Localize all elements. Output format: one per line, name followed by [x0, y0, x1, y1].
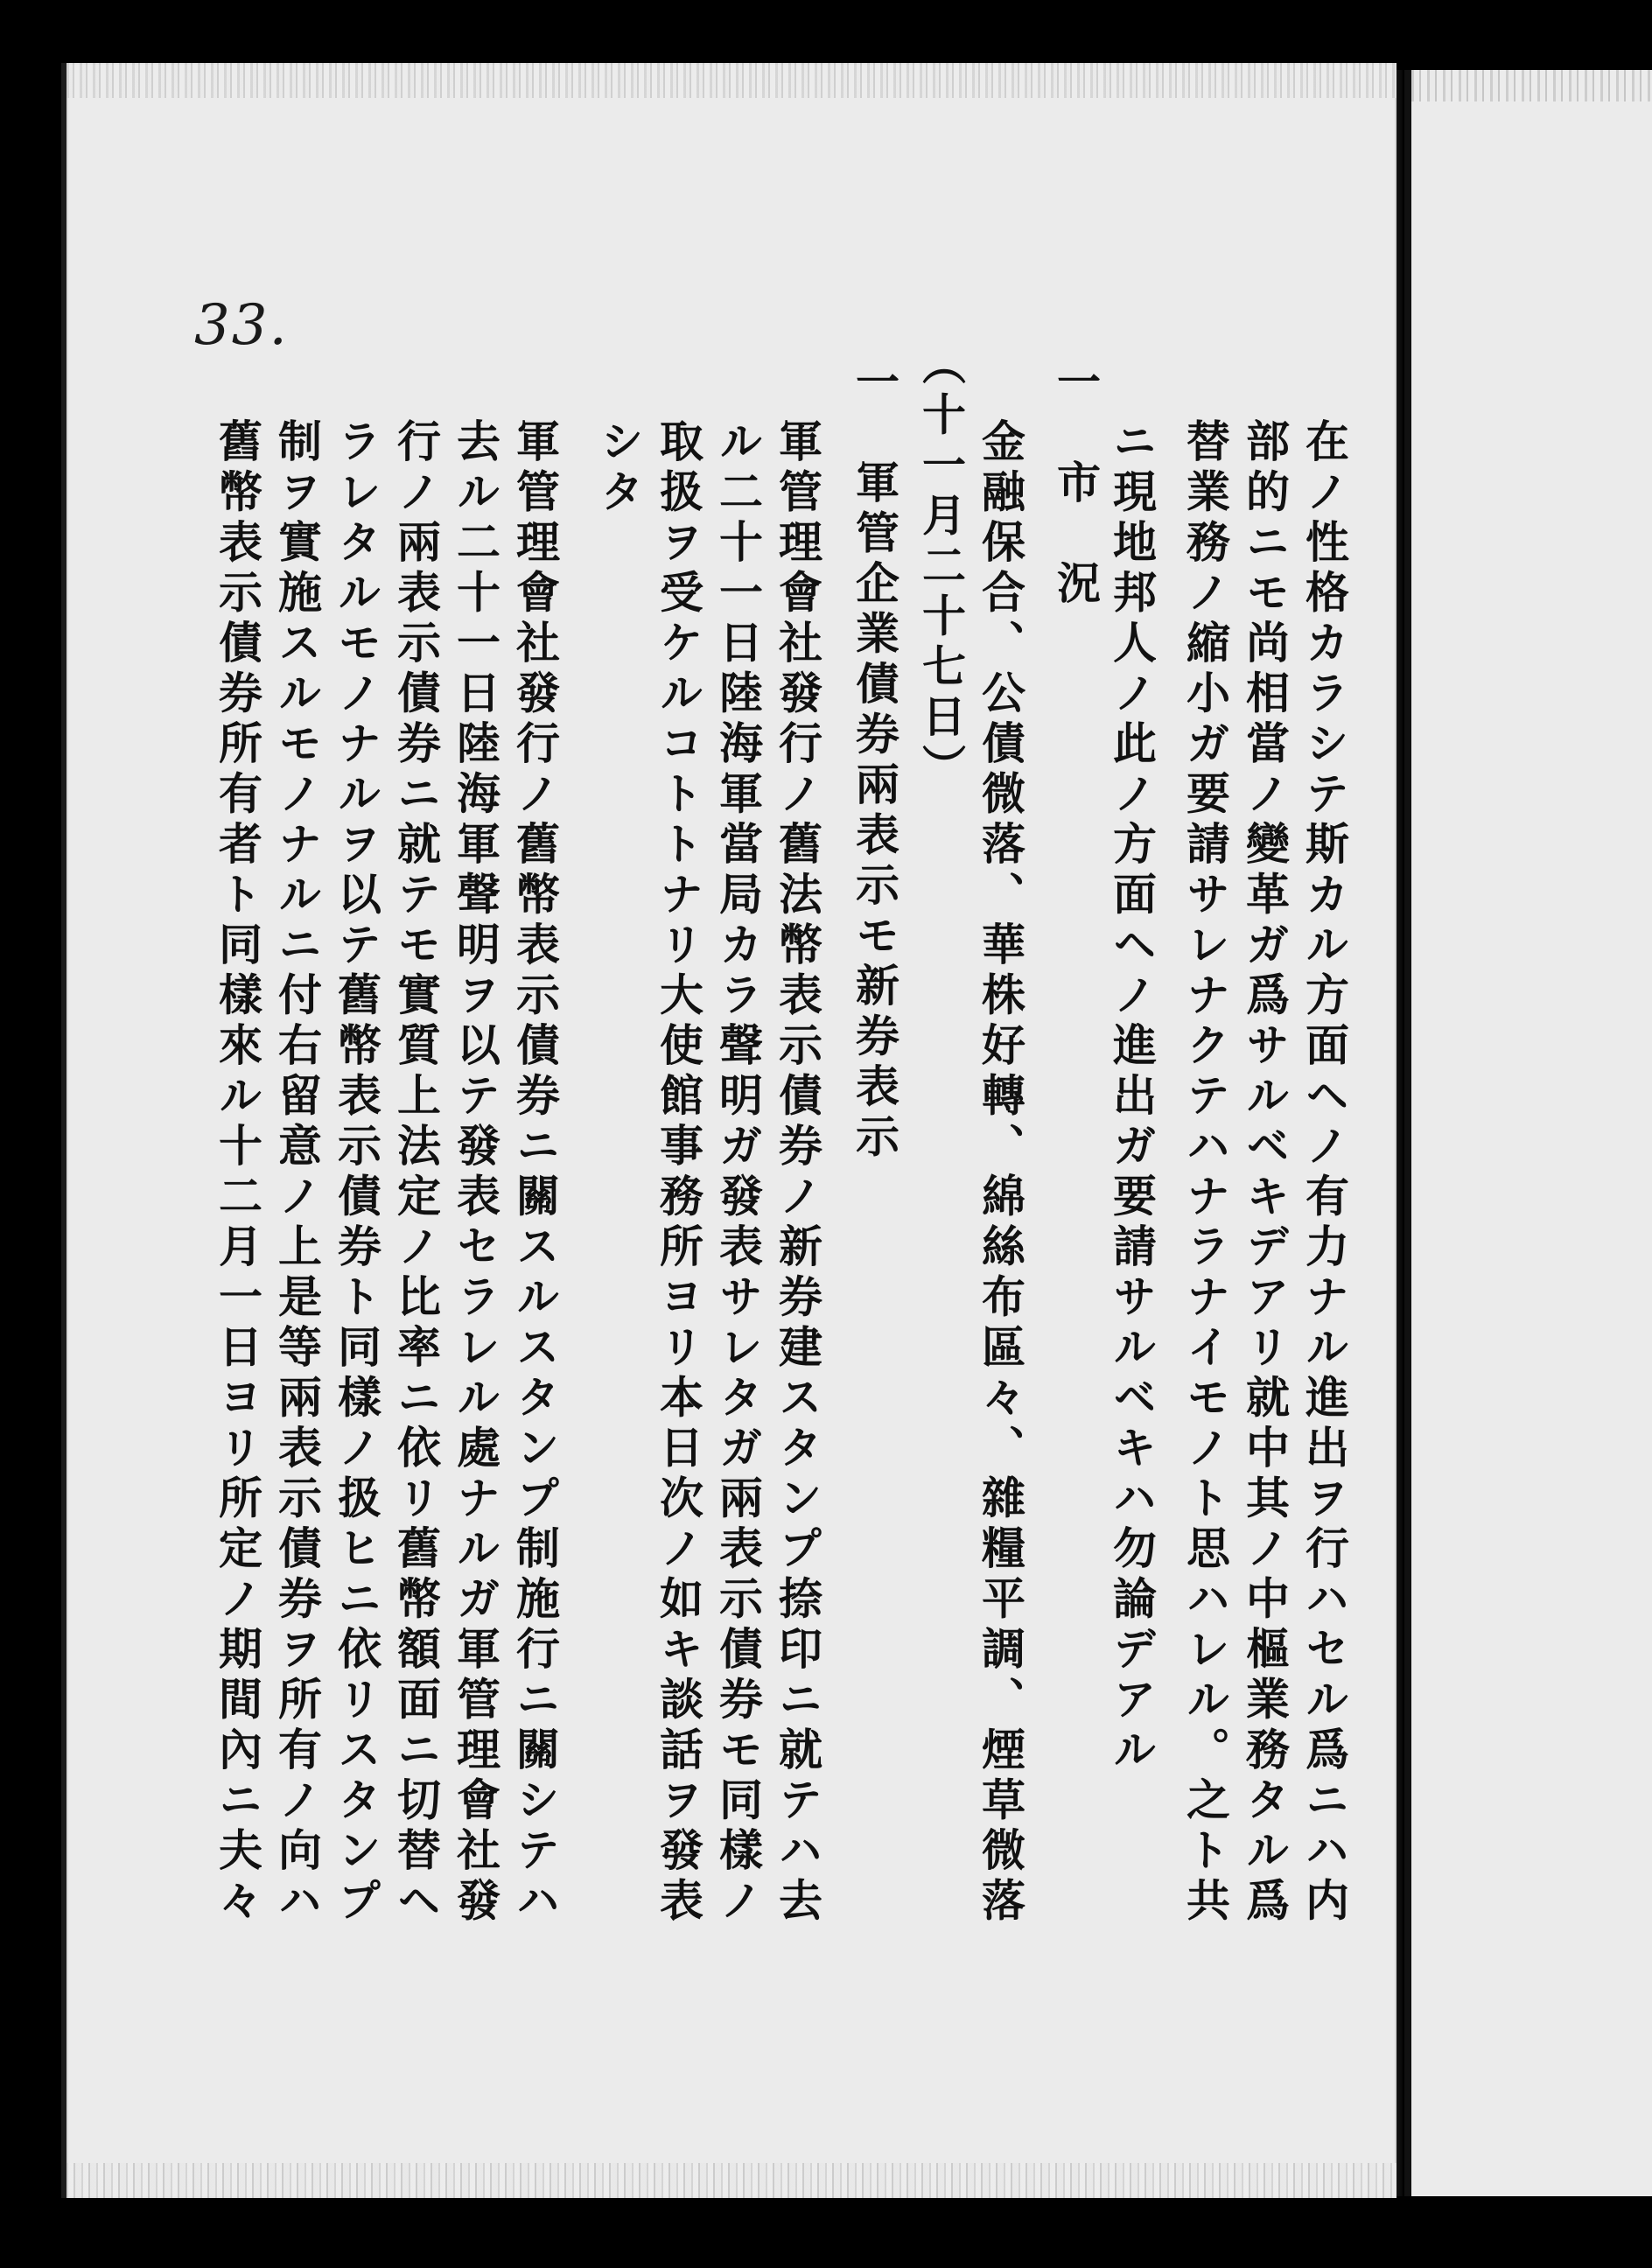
text-column-9: 軍管理會社發行ノ舊法幣表示債券ノ新券建スタンプ捺印ニ就テハ去	[772, 418, 822, 1928]
text-column-14: 去ル二十一日陸海軍聲明ヲ以テ發表セラレル處ナルガ軍管理會社發	[450, 418, 500, 1928]
text-column-17: 制ヲ實施スルモノナルニ付右留意ノ上是等兩表示債券ヲ所有ノ向ハ	[271, 418, 322, 1928]
text-column-6: 金融保合、公債微落、華株好轉、綿絲布區々、雜糧平調、煙草微落	[975, 418, 1026, 1928]
section-heading-market: 一 市 況	[1050, 359, 1101, 611]
item-heading: 一 軍管企業債券兩表示モ新券表示	[849, 359, 900, 1164]
text-column-3: 替業務ノ縮小ガ要請サレナクテハナラナイモノト思ハレル。之ト共	[1180, 418, 1230, 1928]
page-number: 33.	[194, 293, 289, 358]
text-column-12: シタ	[593, 418, 644, 519]
text-column-10: ル二十一日陸海軍當局カラ聲明ガ發表サレタガ兩表示債券モ同樣ノ	[712, 418, 763, 1928]
facing-page-edge	[1404, 70, 1652, 2196]
text-column-1: 在ノ性格カラシテ斯カル方面ヘノ有力ナル進出ヲ行ハセル爲ニハ内	[1298, 418, 1349, 1928]
text-column-18: 舊幣表示債券所有者ト同樣來ル十二月一日ヨリ所定ノ期間內ニ夫々	[212, 418, 262, 1928]
text-column-2: 部的ニモ尚相當ノ變革ガ爲サルベキデアリ就中其ノ中樞業務タル爲	[1239, 418, 1290, 1928]
text-column-4: ニ現地邦人ノ此ノ方面ヘノ進出ガ要請サルベキハ勿論デアル	[1106, 418, 1157, 1777]
text-column-15: 行ノ兩表示債券ニ就テモ實質上法定ノ比率ニ依リ舊幣額面ニ切替ヘ	[390, 418, 441, 1928]
text-column-16: ラレタルモノナルヲ以テ舊幣表示債券ト同樣ノ扱ヒニ依リスタンプ	[331, 418, 382, 1928]
text-column-11: 取扱ヲ受ケルコトトナリ大使館事務所ヨリ本日次ノ如キ談話ヲ發表	[653, 418, 704, 1928]
date-heading: （十一月二十七日）	[915, 341, 966, 794]
text-column-13: 軍管理會社發行ノ舊幣表示債券ニ關スルスタンプ制施行ニ關シテハ	[509, 418, 560, 1928]
